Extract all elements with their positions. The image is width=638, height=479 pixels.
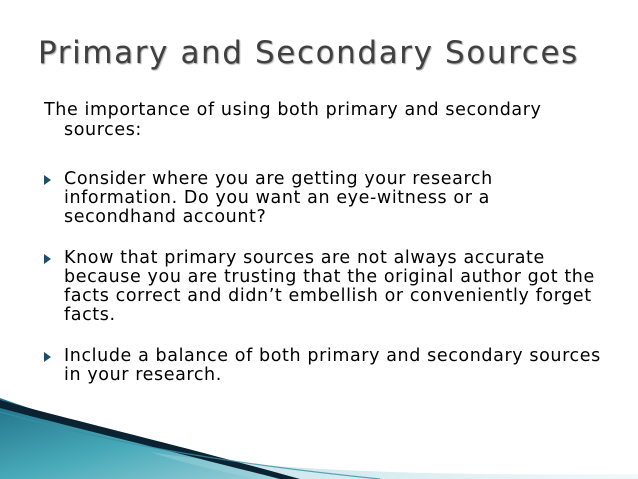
bullet-item bbox=[44, 170, 604, 227]
bullet-list bbox=[44, 170, 604, 385]
right-triangle-bullet-icon bbox=[44, 254, 51, 264]
bullet-item bbox=[44, 249, 604, 325]
right-triangle-bullet-icon bbox=[44, 175, 51, 185]
slide-title: Primary and Secondary Sources bbox=[38, 35, 579, 71]
bullet-text: Know that primary sources are not always accurate because you are trusting that the original author got the facts correct and didn’t embellish or conveniently forget facts. bbox=[64, 248, 595, 325]
bullet-item bbox=[44, 347, 604, 385]
right-triangle-bullet-icon bbox=[44, 352, 51, 362]
bullet-text: Include a balance of both primary and secondary sources in your research. bbox=[64, 346, 601, 385]
intro-text: The importance of using both primary and secondary sources: bbox=[44, 100, 542, 140]
bullet-text: Consider where you are getting your research information. Do you want an eye-witness or a secondhand account? bbox=[64, 169, 493, 227]
